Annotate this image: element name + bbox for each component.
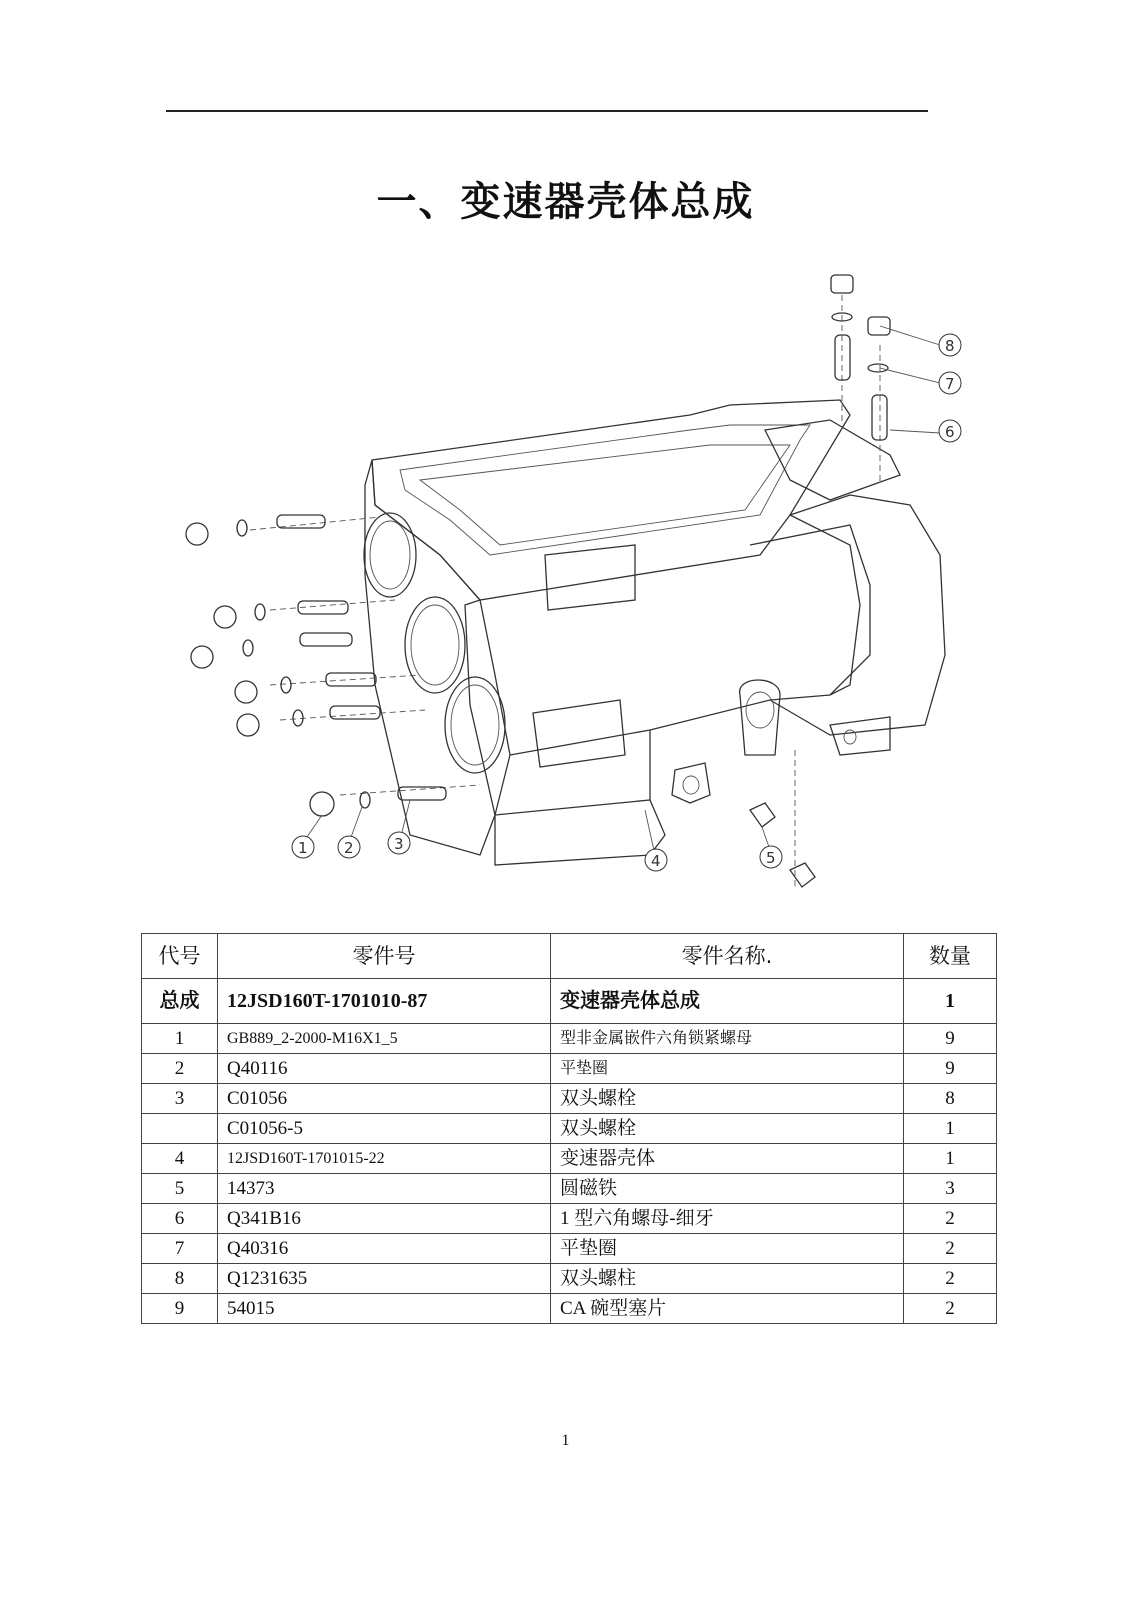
cell-part-name: 变速器壳体总成 — [551, 979, 904, 1024]
cell-code: 8 — [142, 1264, 218, 1294]
header-part-name: 零件名称. — [551, 934, 904, 979]
cell-qty: 3 — [904, 1174, 997, 1204]
cell-qty: 2 — [904, 1294, 997, 1324]
cell-part-no: 54015 — [218, 1294, 551, 1324]
svg-text:5: 5 — [766, 849, 776, 867]
cell-code: 9 — [142, 1294, 218, 1324]
callout-6 — [939, 420, 961, 442]
cell-code: 总成 — [142, 979, 218, 1024]
callout-7 — [939, 372, 961, 394]
cell-part-name: 平垫圈 — [551, 1234, 904, 1264]
cell-code: 2 — [142, 1054, 218, 1084]
cell-part-no: Q341B16 — [218, 1204, 551, 1234]
table-row — [142, 1054, 997, 1084]
top-stud-set — [831, 275, 890, 485]
svg-text:3: 3 — [394, 835, 404, 853]
svg-text:7: 7 — [945, 375, 955, 393]
cell-part-no: 14373 — [218, 1174, 551, 1204]
cell-code — [142, 1114, 218, 1144]
cell-part-name: CA 碗型塞片 — [551, 1294, 904, 1324]
cell-qty: 9 — [904, 1024, 997, 1054]
table-row — [142, 1084, 997, 1114]
callout-1 — [292, 836, 314, 858]
cell-code: 5 — [142, 1174, 218, 1204]
table-row — [142, 1024, 997, 1054]
cell-part-name: 型非金属嵌件六角锁紧螺母 — [551, 1024, 904, 1054]
cell-part-no: C01056-5 — [218, 1114, 551, 1144]
table-header-row — [142, 934, 997, 979]
header-rule — [166, 110, 928, 112]
header-part-no: 零件号 — [218, 934, 551, 979]
cell-part-name: 双头螺栓 — [551, 1084, 904, 1114]
cell-part-no: Q1231635 — [218, 1264, 551, 1294]
cell-code: 6 — [142, 1204, 218, 1234]
cell-part-no: GB889_2-2000-M16X1_5 — [218, 1024, 551, 1054]
svg-text:4: 4 — [651, 852, 661, 870]
cell-part-name: 变速器壳体 — [551, 1144, 904, 1174]
cell-part-no: C01056 — [218, 1084, 551, 1114]
callout-4 — [645, 849, 667, 871]
cell-code: 7 — [142, 1234, 218, 1264]
stud-washer-nut-set — [186, 515, 480, 816]
cell-qty: 2 — [904, 1204, 997, 1234]
cell-qty: 9 — [904, 1054, 997, 1084]
table-row — [142, 1144, 997, 1174]
cell-qty: 2 — [904, 1264, 997, 1294]
cell-part-name: 双头螺栓 — [551, 1114, 904, 1144]
cell-code: 4 — [142, 1144, 218, 1174]
exploded-view-drawing — [150, 255, 980, 910]
header-code: 代号 — [142, 934, 218, 979]
table-row-total — [142, 979, 997, 1024]
cell-part-name: 1 型六角螺母-细牙 — [551, 1204, 904, 1234]
cell-qty: 1 — [904, 979, 997, 1024]
table-row — [142, 1174, 997, 1204]
table-row — [142, 1234, 997, 1264]
page-number: 1 — [561, 1432, 570, 1449]
table-row — [142, 1294, 997, 1324]
svg-text:8: 8 — [945, 337, 955, 355]
svg-text:6: 6 — [945, 423, 955, 441]
cell-part-name: 双头螺柱 — [551, 1264, 904, 1294]
callout-leaders — [305, 326, 940, 855]
callout-3 — [388, 832, 410, 854]
table-row — [142, 1204, 997, 1234]
svg-text:2: 2 — [344, 839, 354, 857]
callout-2 — [338, 836, 360, 858]
callout-5 — [760, 846, 782, 868]
table-row — [142, 1264, 997, 1294]
cell-qty: 2 — [904, 1234, 997, 1264]
page-title: 一、变速器壳体总成 — [376, 179, 755, 225]
cell-qty: 1 — [904, 1114, 997, 1144]
cell-part-no: 12JSD160T-1701015-22 — [218, 1144, 551, 1174]
cell-code: 1 — [142, 1024, 218, 1054]
cell-part-no: 12JSD160T-1701010-87 — [218, 979, 551, 1024]
callout-8 — [939, 334, 961, 356]
table-row — [142, 1114, 997, 1144]
cell-part-name: 平垫圈 — [551, 1054, 904, 1084]
cell-qty: 1 — [904, 1144, 997, 1174]
cell-part-no: Q40316 — [218, 1234, 551, 1264]
magnet-plugs — [750, 750, 815, 890]
cell-part-name: 圆磁铁 — [551, 1174, 904, 1204]
cell-qty: 8 — [904, 1084, 997, 1114]
svg-text:1: 1 — [298, 839, 308, 857]
cell-part-no: Q40116 — [218, 1054, 551, 1084]
header-qty: 数量 — [904, 934, 997, 979]
parts-table — [141, 933, 997, 1324]
cell-code: 3 — [142, 1084, 218, 1114]
transmission-housing — [364, 400, 945, 865]
